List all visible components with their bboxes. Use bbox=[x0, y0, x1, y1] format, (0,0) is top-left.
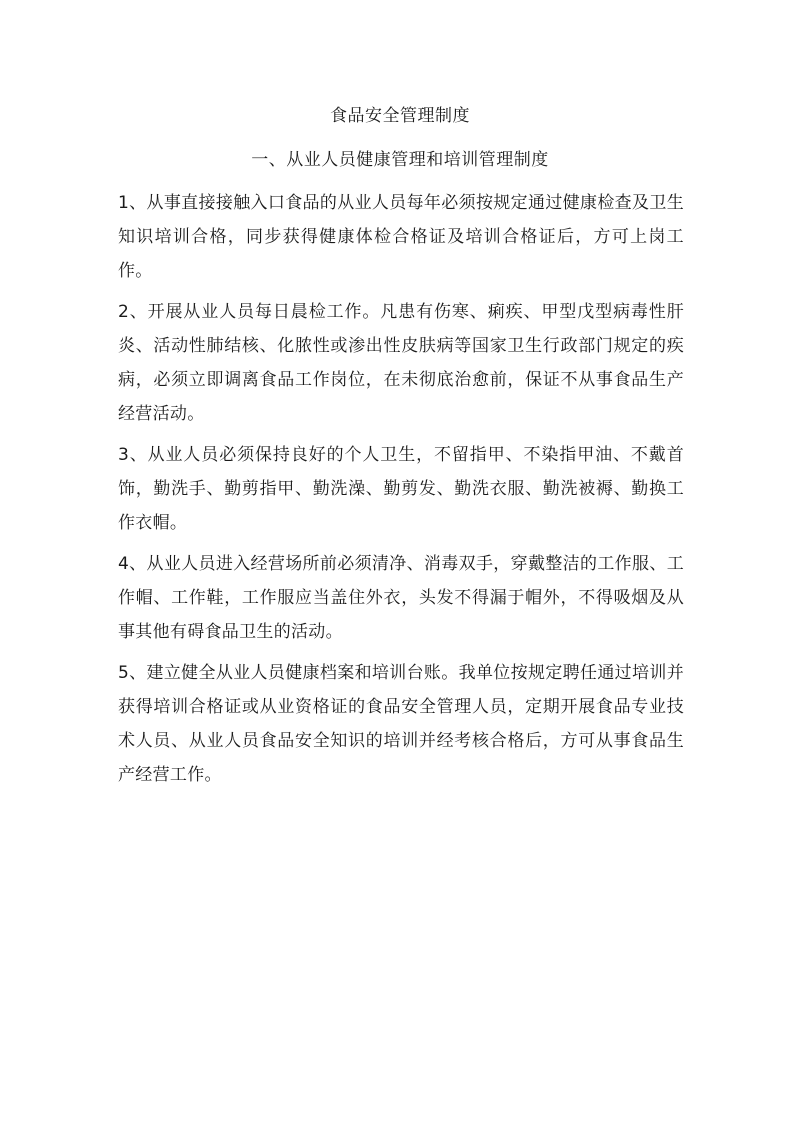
paragraph-item-5: 5、建立健全从业人员健康档案和培训台账。我单位按规定聘任通过培训并获得培训合格证或从业资格证的食品安全管理人员，定期开展食品专业技术人员、从业人员食品安全知识的培训并经考核合格后，方可从事食品生产经营工作。 bbox=[118, 663, 684, 785]
paragraph-item-3: 3、从业人员必须保持良好的个人卫生，不留指甲、不染指甲油、不戴首饰，勤洗手、勤剪指甲、勤洗澡、勤剪发、勤洗衣服、勤洗被褥、勤换工作衣帽。 bbox=[118, 445, 684, 533]
paragraph-item-4: 4、从业人员进入经营场所前必须清净、消毒双手，穿戴整洁的工作服、工作帽、工作鞋，工作服应当盖住外衣，头发不得漏于帽外，不得吸烟及从事其他有碍食品卫生的活动。 bbox=[118, 554, 684, 642]
document-body bbox=[118, 186, 684, 799]
paragraph-item-1: 1、从事直接接触入口食品的从业人员每年必须按规定通过健康检查及卫生知识培训合格，同步获得健康体检合格证及培训合格证后，方可上岗工作。 bbox=[118, 193, 684, 281]
document-title: 食品安全管理制度 bbox=[330, 106, 470, 126]
paragraph-item-2: 2、开展从业人员每日晨检工作。凡患有伤寒、痢疾、甲型戊型病毒性肝炎、活动性肺结核、化脓性或渗出性皮肤病等国家卫生行政部门规定的疾病，必须立即调离食品工作岗位，在未彻底治愈前，保证不从事食品生产经营活动。 bbox=[118, 302, 684, 424]
section-heading: 一、从业人员健康管理和培训管理制度 bbox=[251, 150, 549, 170]
